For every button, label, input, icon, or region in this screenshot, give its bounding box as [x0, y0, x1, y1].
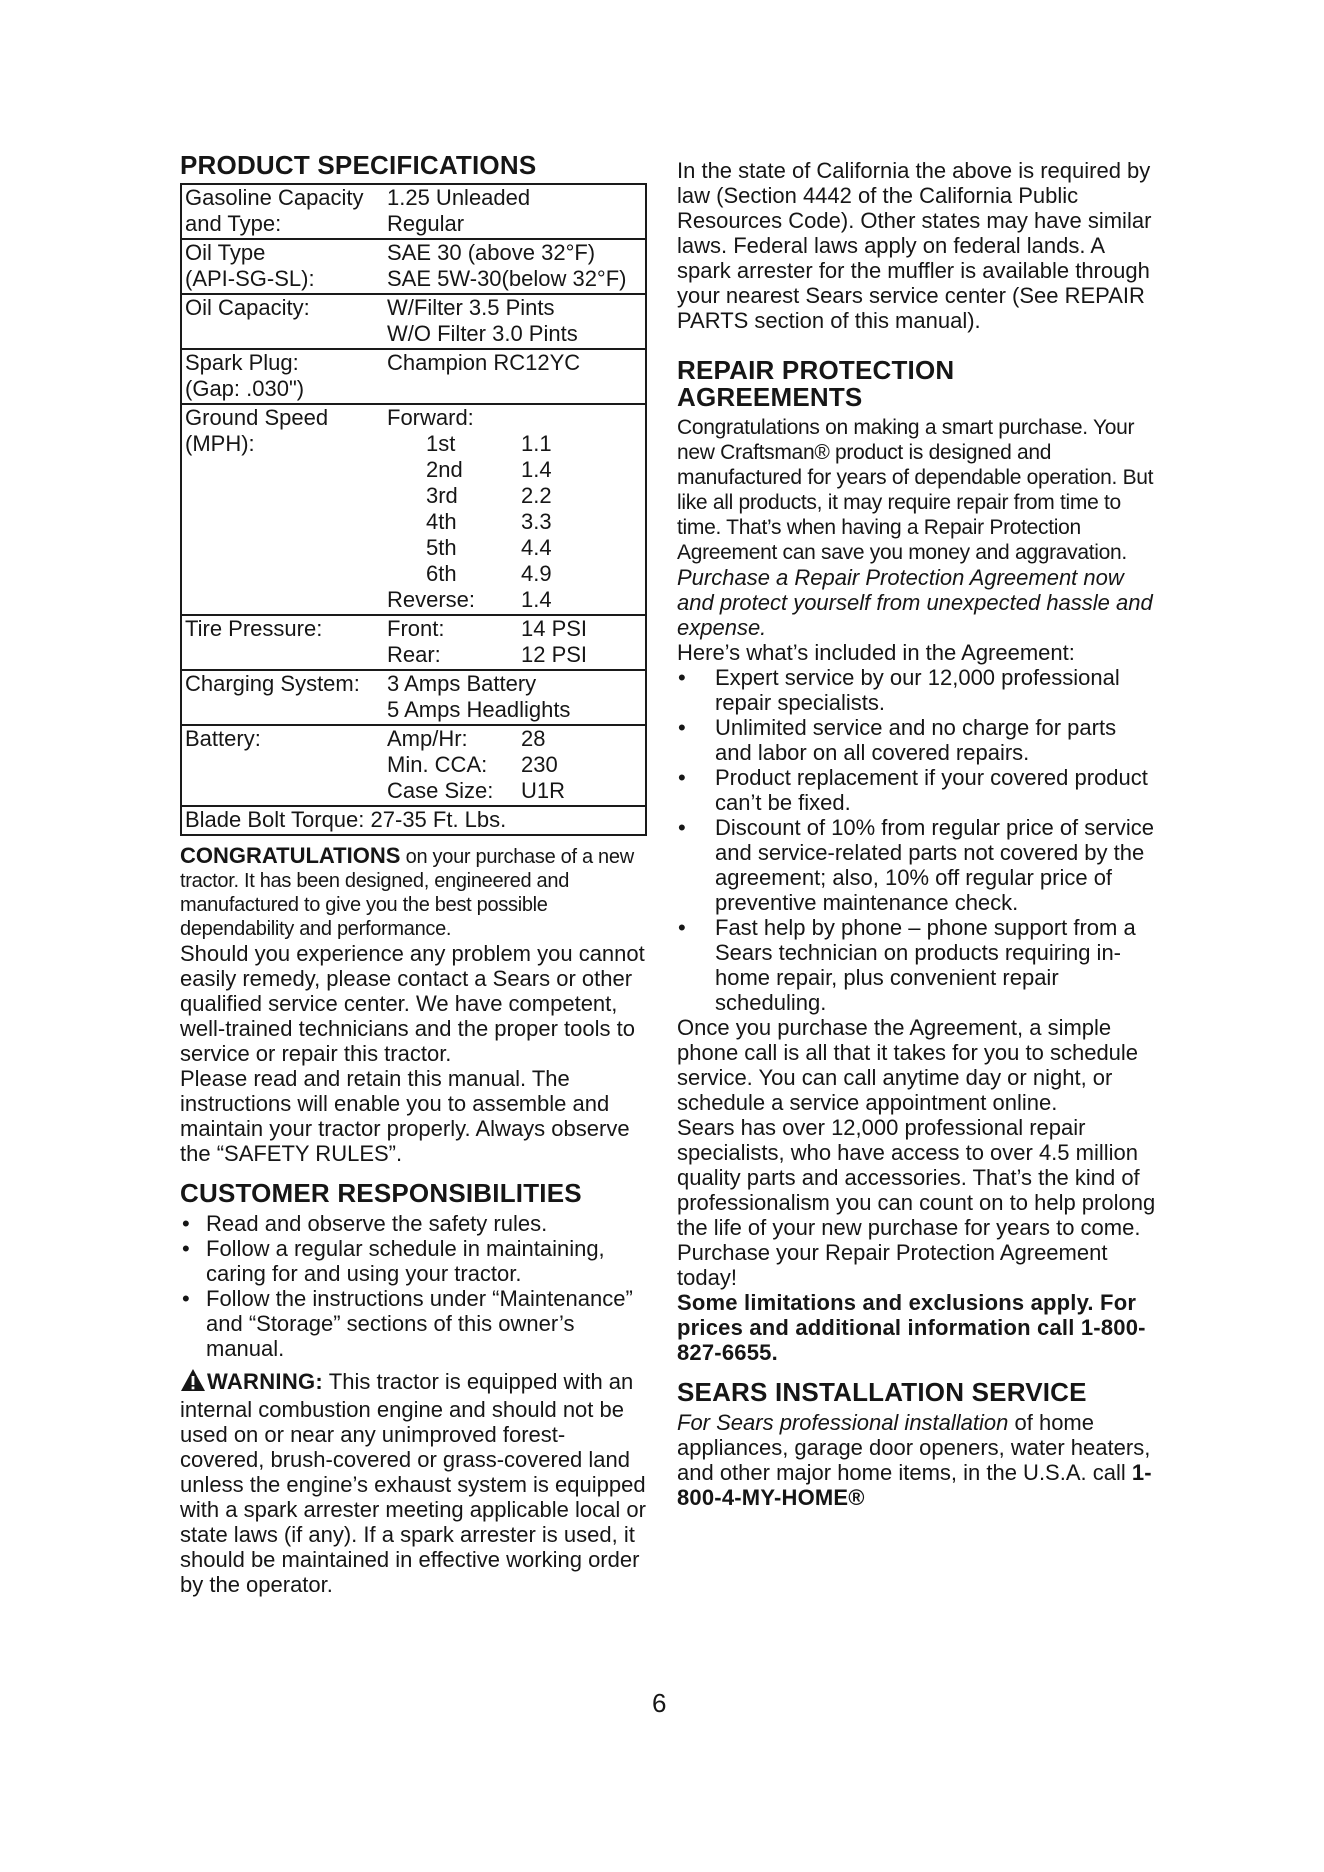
california-paragraph: In the state of California the above is required by law (Section 4442 of the California Public Resources Code). Other states may have similar laws. Federal laws apply on federal lands. A spark arrester for the muffler is available through your nearest Sears service center (See REPAIR PARTS section of this manual).: [677, 158, 1152, 333]
case-size-label: Case Size:: [387, 778, 494, 803]
cca-label: Min. CCA:: [387, 752, 488, 777]
customer-responsibilities-heading: CUSTOMER RESPONSIBILITIES: [180, 1178, 582, 1208]
gear-row: [387, 561, 645, 587]
forward-label: Forward:: [387, 405, 474, 430]
read-manual-paragraph: Please read and retain this manual. The instructions will enable you to assemble and maintain your tractor properly. Always observe the “SAFETY RULES”.: [180, 1066, 630, 1166]
spec-label: and Type:: [185, 211, 282, 236]
congratulations-text: on your purchase of a new tractor. It has been designed, engineered and manufactured to give you the best possible dependability and performance.: [180, 846, 634, 940]
gear-speed: 1.4: [521, 457, 552, 482]
gear-speed: 3.3: [521, 509, 552, 534]
cca-row: [387, 752, 645, 778]
warning-icon: [180, 1368, 206, 1397]
gear-speed: 4.4: [521, 535, 552, 560]
tire-front-value: 14 PSI: [521, 616, 588, 641]
spec-label: Blade Bolt Torque:: [185, 807, 365, 832]
spec-row-charging: [182, 671, 645, 726]
spec-value: Regular: [387, 211, 465, 236]
spec-row-spark-plug: [182, 350, 645, 405]
spec-value: 3 Amps Battery: [387, 671, 537, 696]
reverse-row: [387, 587, 645, 613]
spec-value: Champion RC12YC: [387, 350, 581, 375]
tire-front-row: [387, 616, 645, 642]
spec-label: (API-SG-SL):: [185, 266, 315, 291]
spec-value: W/Filter 3.5 Pints: [387, 295, 555, 320]
gear-speed: 4.9: [521, 561, 552, 586]
sears-paragraph: Sears has over 12,000 professional repair specialists, who have access to over 4.5 million quality parts and accessories. That’s the kind of professionalism you can count on to help prolong the life of your new purchase for years to come. Purchase your Repair Protection Agreement today!: [677, 1115, 1156, 1290]
heading-line: AGREEMENTS: [677, 382, 863, 412]
spec-row-oil-type: [182, 240, 645, 295]
once-paragraph: Once you purchase the Agreement, a simple phone call is all that it takes for you to schedule service. You can call anytime day or night, or schedule a service appointment online.: [677, 1015, 1139, 1115]
page-number: 6: [652, 1688, 667, 1718]
spec-value: SAE 30 (above 32°F): [387, 240, 596, 265]
gear-speed: 1.1: [521, 431, 552, 456]
included-list: [677, 665, 1157, 1015]
spec-row-battery: [182, 726, 645, 807]
gear-row: [387, 535, 645, 561]
spec-row-blade-bolt: [182, 807, 645, 834]
installation-text: of home appliances, garage door openers, water heaters, and other major home items, in the U.S.A. call: [677, 1410, 1151, 1485]
spec-row-ground-speed: [182, 405, 645, 616]
gear-label: 2nd: [426, 457, 463, 482]
gear-row: [387, 457, 645, 483]
spec-value: 1.25 Unleaded: [387, 185, 531, 210]
spec-label: Spark Plug:: [185, 350, 299, 375]
service-paragraph: Should you experience any problem you cannot easily remedy, please contact a Sears or other qualified service center. We have competent, well-trained technicians and the proper tools to service or repair this tractor.: [180, 941, 645, 1066]
spec-value: W/O Filter 3.0 Pints: [387, 321, 578, 346]
rpa-paragraph: Congratulations on making a smart purchase. Your new Craftsman® product is designed and manufactured for years of dependable operation. But like all products, it may require repair from time to time. That’s when having a Repair Protection Agreement can save you money and aggravation.: [677, 416, 1154, 564]
rpa-italic-paragraph: Purchase a Repair Protection Agreement now and protect yourself from unexpected hassle and expense.: [677, 565, 1153, 640]
list-item: • Discount of 10% from regular price of service and service-related parts not covered by the agreement; also, 10% off regular price of preventive maintenance check.: [677, 815, 1157, 915]
list-item: • Read and observe the safety rules.: [180, 1211, 646, 1236]
gear-label: 5th: [426, 535, 457, 560]
gear-row: [387, 431, 645, 457]
spec-row-tire-pressure: [182, 616, 645, 671]
gear-speed: 2.2: [521, 483, 552, 508]
heading-line: REPAIR PROTECTION: [677, 355, 955, 385]
spec-row-oil-capacity: [182, 295, 645, 350]
list-item: • Follow the instructions under “Maintenance” and “Storage” sections of this owner’s manual.: [180, 1286, 646, 1361]
tire-rear-row: [387, 642, 645, 668]
spec-value: SAE 5W-30(below 32°F): [387, 266, 627, 291]
reverse-speed: 1.4: [521, 587, 552, 612]
gear-label: 4th: [426, 509, 457, 534]
installation-italic: For Sears professional installation: [677, 1410, 1009, 1435]
tire-rear-label: Rear:: [387, 642, 441, 667]
gear-label: 6th: [426, 561, 457, 586]
spec-value: 5 Amps Headlights: [387, 697, 571, 722]
spec-label: Oil Type: [185, 240, 266, 265]
warning-paragraph: [180, 1368, 646, 1597]
tire-front-label: Front:: [387, 616, 445, 641]
spec-label: Ground Speed: [185, 405, 329, 430]
list-item: • Unlimited service and no charge for parts and labor on all covered repairs.: [677, 715, 1157, 765]
amphr-row: [387, 726, 645, 752]
left-column: [180, 152, 646, 1597]
responsibilities-list: [180, 1211, 646, 1361]
cca-value: 230: [521, 752, 558, 777]
installation-paragraph: [677, 1410, 1157, 1510]
reverse-label: Reverse:: [387, 587, 476, 612]
limitations-paragraph: Some limitations and exclusions apply. For prices and additional information call 1-800-827-6655.: [677, 1290, 1146, 1365]
spec-label: Tire Pressure:: [185, 616, 323, 641]
spec-label: (Gap: .030"): [185, 376, 305, 401]
list-item: • Product replacement if your covered product can’t be fixed.: [677, 765, 1157, 815]
congratulations-paragraph: [180, 844, 646, 941]
spec-value: 27-35 Ft. Lbs.: [370, 807, 507, 832]
list-item: • Follow a regular schedule in maintaining, caring for and using your tractor.: [180, 1236, 646, 1286]
warning-title: WARNING:: [207, 1369, 324, 1394]
right-column: [677, 158, 1157, 1510]
spec-row-gasoline: [182, 185, 645, 240]
list-item: • Fast help by phone – phone support from a Sears technician on products requiring in-home repair, plus convenient repair scheduling.: [677, 915, 1157, 1015]
gear-row: [387, 483, 645, 509]
installation-phone: 1-800-4-MY-HOME®: [677, 1460, 1152, 1510]
specifications-table: [180, 183, 647, 836]
warning-text: This tractor is equipped with an internal combustion engine and should not be used on or near any unimproved forest-covered, brush-covered or grass-covered land unless the engine’s exhaust system is equipped with a spark arrester meeting applicable local or state laws (if any). If a spark arrester is used, it should be maintained in effective working order by the operator.: [180, 1369, 646, 1597]
amphr-value: 28: [521, 726, 546, 751]
spec-label: Oil Capacity:: [185, 295, 310, 320]
spec-label: Charging System:: [185, 671, 360, 696]
case-size-row: [387, 778, 645, 804]
case-size-value: U1R: [521, 778, 566, 803]
repair-protection-heading: [677, 357, 1157, 411]
tire-rear-value: 12 PSI: [521, 642, 588, 667]
gear-row: [387, 509, 645, 535]
installation-service-heading: SEARS INSTALLATION SERVICE: [677, 1377, 1087, 1407]
spec-label: (MPH):: [185, 431, 255, 456]
included-intro: Here’s what’s included in the Agreement:: [677, 640, 1075, 665]
amphr-label: Amp/Hr:: [387, 726, 468, 751]
gear-label: 3rd: [426, 483, 458, 508]
spec-label: Gasoline Capacity: [185, 185, 364, 210]
list-item: • Expert service by our 12,000 professional repair specialists.: [677, 665, 1157, 715]
spec-label: Battery:: [185, 726, 261, 751]
congratulations-lead: CONGRATULATIONS: [180, 843, 401, 868]
product-specifications-heading: PRODUCT SPECIFICATIONS: [180, 150, 537, 180]
gear-label: 1st: [426, 431, 456, 456]
